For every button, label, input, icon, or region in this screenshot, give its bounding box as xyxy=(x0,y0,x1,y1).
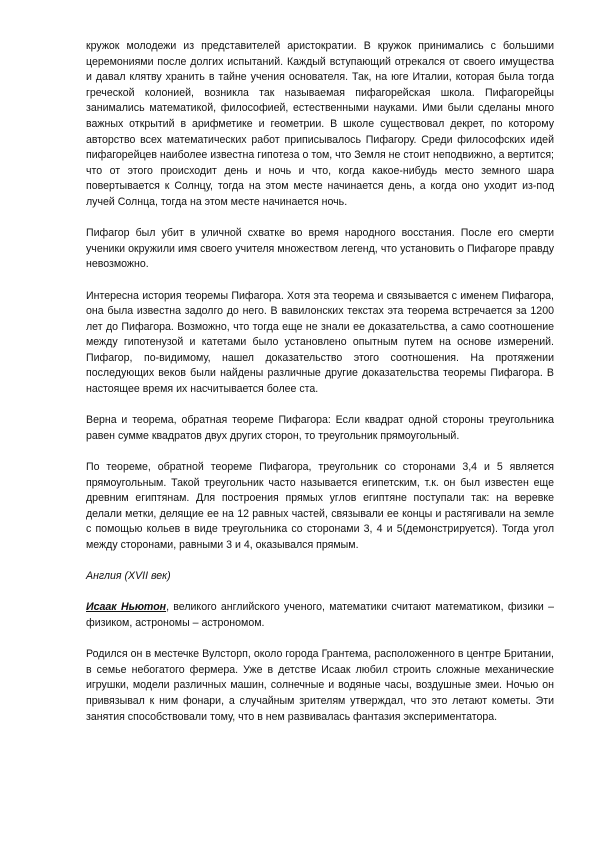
paragraph-pythagoras-death: Пифагор был убит в уличной схватке во время народного восстания. После его смерти ученики окружили имя своего учителя множеством легенд, что установить о Пифагоре правду невозможно. xyxy=(86,227,554,271)
newton-intro-text: , великого английского ученого, математики считают математиком, физики – физиком, астрономы – астрономом. xyxy=(86,601,554,629)
section-heading: Англия (XVII век) xyxy=(86,570,171,583)
paragraph-pythagorean-school: кружок молодежи из представителей аристократии. В кружок принимались с большими церемониями после долгих испытаний. Каждый вступающий отрекался от своего имущества и давал клятву хранить в тайне учения основателя. Так, на юге Италии, которая была тогда греческой колонией, возникла так называемая пифагорейская школа. Пифагорейцы занимались математикой, философией, естественными науками. Ими были сделаны много важных открытий в арифметике и геометрии. В школе существовал декрет, по которому авторство всех математических работ приписывалось Пифагору. Среди философских идей пифагорейцев наиболее известна гипотеза о том, что Земля не стоит неподвижно, а вертится; что от этого происходит день и ночь и что, когда какое-нибудь место земного шара повертывается к Солнцу, тогда на этом месте начинается день, а когда оно уходит из-под лучей Солнца, тогда на этом месте начинается ночь. xyxy=(86,40,554,208)
paragraph-converse-theorem: Верна и теорема, обратная теореме Пифагора: Если квадрат одной стороны треугольника равен сумме квадратов двух других сторон, то треугольник прямоугольный. xyxy=(86,414,554,442)
paragraph-newton-intro xyxy=(86,600,554,631)
paragraph-egyptian-triangle: По теореме, обратной теореме Пифагора, треугольник со сторонами 3,4 и 5 является прямоугольным. Такой треугольник часто называется египетским, т.к. он был известен еще древним египтянам. Для построения прямых углов египтяне поступали так: на веревке делали метки, делящие ее на 12 равных частей, связывали ее концы и растягивали на земле с помощью кольев в виде треугольника со сторонами 3, 4 и 5(демонстрируется). Тогда угол между сторонами, равными 3 и 4, оказывался прямым. xyxy=(86,461,554,551)
paragraph-theorem-history: Интересна история теоремы Пифагора. Хотя эта теорема и связывается с именем Пифагора, она была известна задолго до него. В вавилонских текстах эта теорема встречается за 1200 лет до Пифагора. Возможно, что тогда еще не знали ее доказательства, а само соотношение между гипотенузой и катетами было установлено опытным путем на основе измерений. Пифагор, по-видимому, нашел доказательство этого соотношения. На протяжении последующих веков были найдены различные другие доказательства теоремы Пифагора. В настоящее время их насчитывается более ста. xyxy=(86,289,554,396)
paragraph-newton-childhood: Родился он в местечке Вулсторп, около города Грантема, расположенного в центре Британии, в семье небогатого фермера. Уже в детстве Исаак любил строить сложные механические игрушки, модели различных машин, солнечные и водяные часы, воздушные змеи. Ночью он привязывал к ним фонари, а случайным зрителям утверждал, что это летают кометы. Эти занятия способствовали тому, что в нем развивалась фантазия экспериментатора. xyxy=(86,648,554,723)
document-body xyxy=(86,39,554,741)
newton-name: Исаак Ньютон xyxy=(86,601,167,614)
